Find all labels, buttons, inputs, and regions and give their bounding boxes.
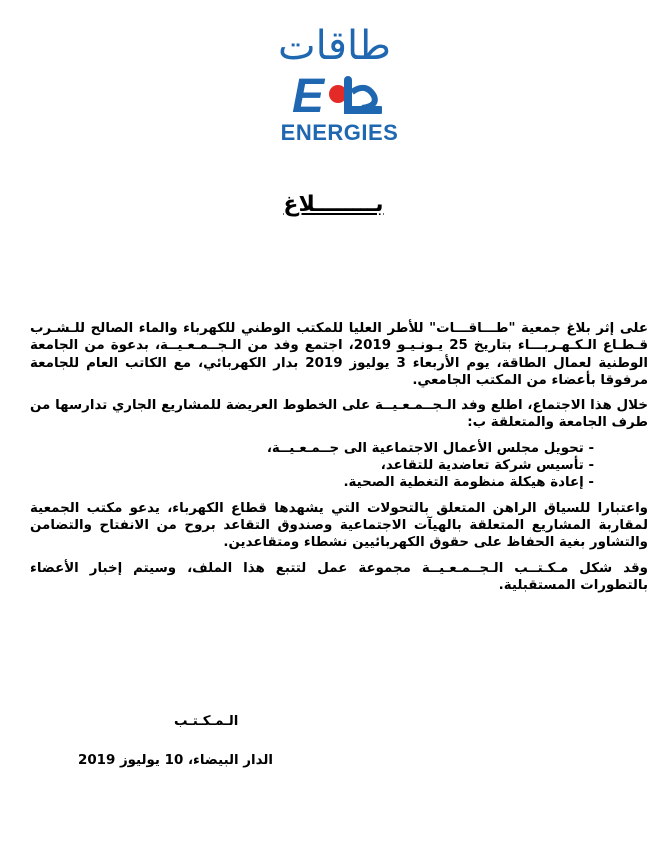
logo-emblem-icon [292, 70, 382, 120]
logo-arabic-wordmark: طاقات [278, 23, 391, 69]
paragraph-2: خلال هذا الاجتماع، اطلع وفد الـجــمـعـيــة على الخطوط العريضة للمشاريع الجاري تدارسها من طرف الجامعة والمتعلقة ب: [30, 398, 648, 431]
date-line: الدار البيضاء، 10 يوليوز 2019 [78, 753, 273, 768]
announcement-body [30, 320, 648, 602]
paragraph-4: وقد شكل مـكـتــب الـجــمـعـيــة مجموعة عمل لتتبع هذا الملف، وسيتم إخبار الأعضاء بالتطورات المستقبلية. [30, 560, 648, 593]
topics-list [30, 440, 648, 492]
paragraph-1: على إثر بلاغ جمعية "طـــاقـــات" للأطر العليا للمكتب الوطني للكهرباء والماء الصالح للـشـرب قـطـاع الـكـهـربـــاء بتاريخ 25 يـونـيـو 2019، اجتمع وفد من الـجــمـعـيــة، بدعوة من الجامعة الوطنية لعمال الطاقة، يوم الأربعاء 3 يوليوز 2019 بدار الكهربائي، مع الكاتب العام للجامعة مرفوقا بأعضاء من المكتب الجامعي. [30, 321, 648, 388]
paragraph-3: واعتبارا للسياق الراهن المتعلق بالتحولات التي يشهدها قطاع الكهرباء، يدعو مكتب الجمعية لمقاربة المشاريع المتعلقة بالهيآت الاجتماعية وصندوق التقاعد بروح من الانفتاح والتضامن والتشاور بغية الحفاظ على حقوق الكهربائيين نشطاء ومتقاعدين. [30, 500, 648, 551]
list-item: - تأسيس شركة تعاضدية للتقاعد، [380, 458, 594, 474]
energies-logo [262, 18, 412, 158]
list-item: - إعادة هيكلة منظومة التغطية الصحية. [343, 475, 594, 491]
logo-text-energies: ENERGIES [280, 120, 399, 145]
signoff: الـمـكـتـب [174, 714, 239, 729]
svg-text:E: E [292, 70, 325, 120]
page-title: بــــــــلاغ [283, 192, 384, 217]
list-item: - تحويل مجلس الأعمال الاجتماعية الى جــمـعـيــة، [266, 440, 594, 456]
